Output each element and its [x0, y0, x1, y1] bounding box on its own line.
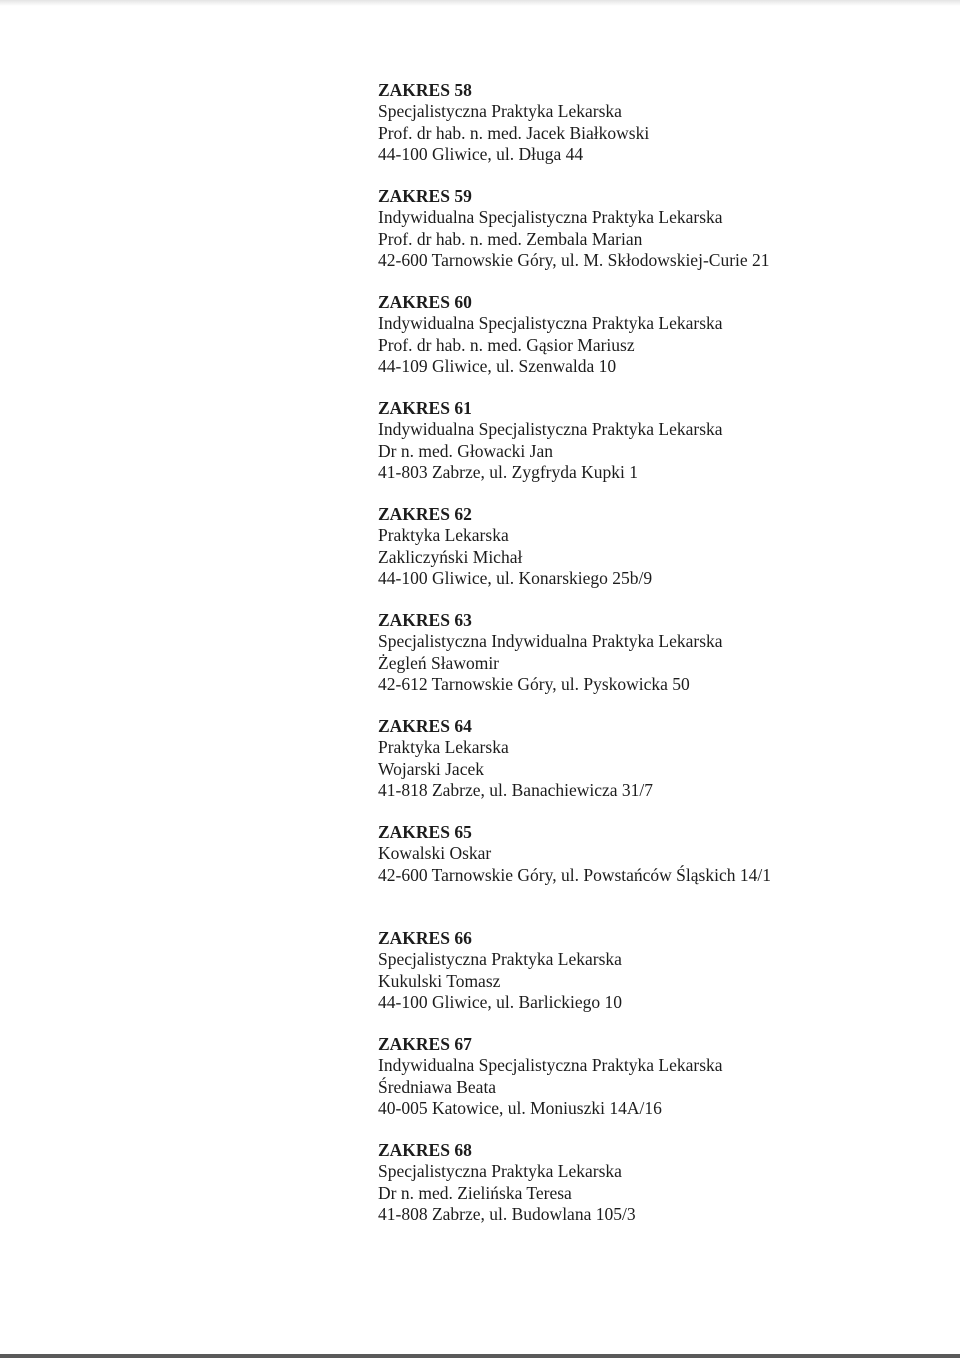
entry-zakres-65 — [378, 822, 898, 928]
entry-doctor-name: Kowalski Oskar — [378, 843, 492, 864]
entry-doctor-name: Wojarski Jacek — [378, 758, 484, 779]
entry-zakres-59 — [378, 186, 898, 292]
entry-heading: ZAKRES 58 — [378, 80, 472, 100]
entry-address: 41-808 Zabrze, ul. Budowlana 105/3 — [378, 1204, 636, 1225]
entry-heading: ZAKRES 67 — [378, 1034, 472, 1054]
entry-practice-type: Specjalistyczna Indywidualna Praktyka Lekarska — [378, 631, 723, 652]
entry-practice-type: Indywidualna Specjalistyczna Praktyka Lekarska — [378, 207, 723, 228]
entry-address: 42-600 Tarnowskie Góry, ul. M. Skłodowskiej-Curie 21 — [378, 250, 770, 271]
entry-practice-type: Indywidualna Specjalistyczna Praktyka Lekarska — [378, 419, 723, 440]
entry-heading: ZAKRES 60 — [378, 292, 472, 312]
entry-doctor-name: Kukulski Tomasz — [378, 970, 501, 991]
entry-practice-type: Praktyka Lekarska — [378, 525, 509, 546]
entry-zakres-66 — [378, 928, 898, 1034]
entry-practice-type: Specjalistyczna Praktyka Lekarska — [378, 101, 622, 122]
entry-practice-type: Specjalistyczna Praktyka Lekarska — [378, 949, 622, 970]
entry-doctor-name: Średniawa Beata — [378, 1076, 497, 1097]
entry-zakres-67 — [378, 1034, 898, 1140]
entry-heading: ZAKRES 68 — [378, 1140, 472, 1160]
entry-address: 41-818 Zabrze, ul. Banachiewicza 31/7 — [378, 780, 654, 801]
entry-heading: ZAKRES 65 — [378, 822, 472, 842]
entry-address: 40-005 Katowice, ul. Moniuszki 14A/16 — [378, 1098, 662, 1119]
entry-address: 42-612 Tarnowskie Góry, ul. Pyskowicka 50 — [378, 674, 690, 695]
entry-heading: ZAKRES 62 — [378, 504, 472, 524]
entry-address: 44-100 Gliwice, ul. Długa 44 — [378, 144, 584, 165]
entry-zakres-63 — [378, 610, 898, 716]
entry-heading: ZAKRES 66 — [378, 928, 472, 948]
entry-practice-type: Indywidualna Specjalistyczna Praktyka Lekarska — [378, 313, 723, 334]
entry-zakres-60 — [378, 292, 898, 398]
entry-heading: ZAKRES 59 — [378, 186, 472, 206]
entry-address: 44-100 Gliwice, ul. Konarskiego 25b/9 — [378, 568, 653, 589]
entry-zakres-68 — [378, 1140, 898, 1246]
entry-heading: ZAKRES 63 — [378, 610, 472, 630]
entry-zakres-61 — [378, 398, 898, 504]
scan-top-shade — [0, 0, 960, 6]
entry-address: 44-100 Gliwice, ul. Barlickiego 10 — [378, 992, 622, 1013]
entry-zakres-62 — [378, 504, 898, 610]
entry-doctor-name: Dr n. med. Zielińska Teresa — [378, 1182, 572, 1203]
entry-doctor-name: Dr n. med. Głowacki Jan — [378, 440, 553, 461]
entry-list — [378, 80, 898, 1246]
entry-address: 41-803 Zabrze, ul. Zygfryda Kupki 1 — [378, 462, 638, 483]
entry-address: 44-109 Gliwice, ul. Szenwalda 10 — [378, 356, 617, 377]
entry-practice-type: Indywidualna Specjalistyczna Praktyka Lekarska — [378, 1055, 723, 1076]
entry-heading: ZAKRES 64 — [378, 716, 472, 736]
entry-doctor-name: Zakliczyński Michał — [378, 546, 523, 567]
entry-doctor-name: Prof. dr hab. n. med. Jacek Białkowski — [378, 122, 650, 143]
entry-doctor-name: Żegleń Sławomir — [378, 652, 500, 673]
scan-bottom-edge — [0, 1354, 960, 1358]
entry-zakres-58 — [378, 80, 898, 186]
entry-address: 42-600 Tarnowskie Góry, ul. Powstańców Śląskich 14/1 — [378, 864, 771, 885]
entry-doctor-name: Prof. dr hab. n. med. Zembala Marian — [378, 228, 643, 249]
entry-practice-type: Praktyka Lekarska — [378, 737, 509, 758]
entry-practice-type: Specjalistyczna Praktyka Lekarska — [378, 1161, 622, 1182]
entry-doctor-name: Prof. dr hab. n. med. Gąsior Mariusz — [378, 334, 635, 355]
entry-heading: ZAKRES 61 — [378, 398, 472, 418]
entry-zakres-64 — [378, 716, 898, 822]
